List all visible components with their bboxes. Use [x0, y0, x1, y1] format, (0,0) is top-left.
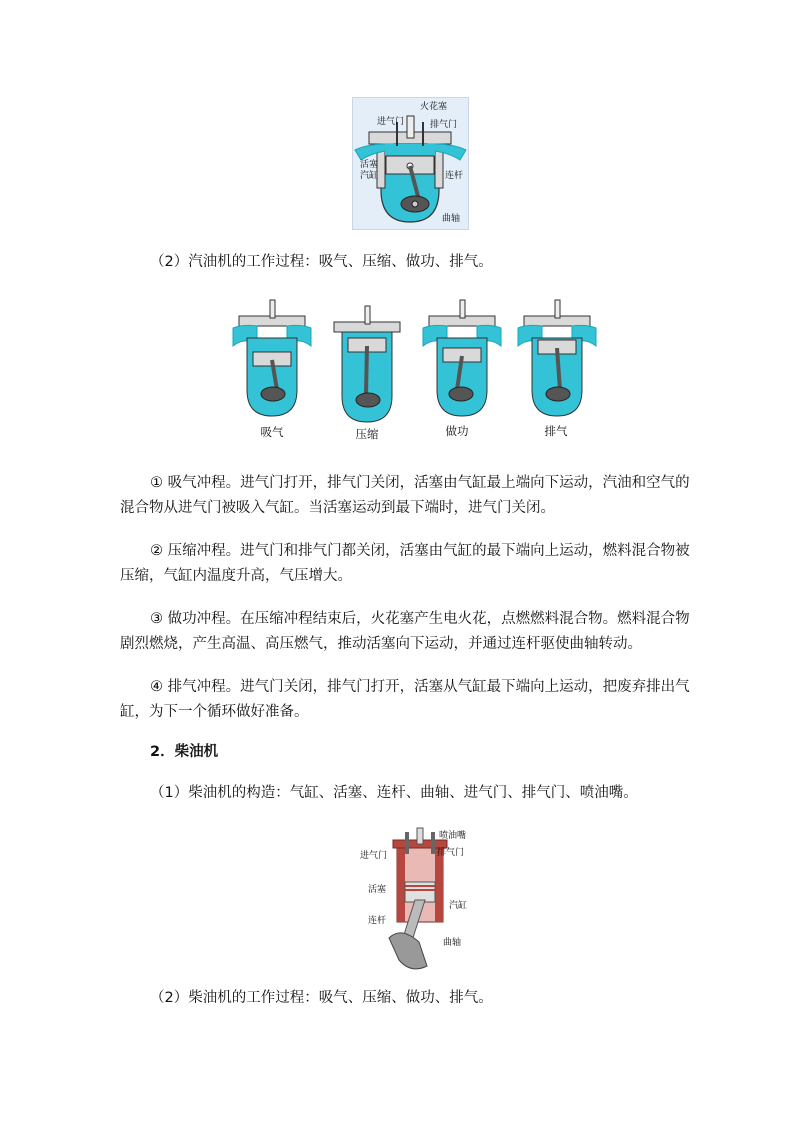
label-piston: 活塞 [360, 160, 379, 170]
diesel-intake-valve [405, 832, 409, 854]
stroke-power-diagram [423, 298, 501, 420]
caption-intake: 吸气 [260, 425, 284, 439]
gasoline-process-text: （2）汽油机的工作过程：吸气、压缩、做功、排气。 [150, 254, 493, 270]
combustion-chamber [385, 144, 435, 156]
paragraph-power-line2: 剧烈燃烧，产生高温、高压燃气，推动活塞向下运动，并通过连杆驱使曲轴转动。 [120, 636, 642, 652]
paragraph-exhaust-line2: 缸，为下一个循环做好准备。 [120, 704, 309, 720]
diesel-process-text: （2）柴油机的工作过程：吸气、压缩、做功、排气。 [150, 990, 493, 1006]
stroke-compression-diagram [328, 304, 406, 426]
label-cylinder: 汽缸 [360, 171, 379, 181]
label-connecting-rod: 连杆 [445, 171, 464, 181]
diesel-exhaust-valve [431, 832, 435, 854]
paragraph-exhaust-line1: ④ 排气冲程。进气门关闭，排气门打开，活塞从气缸最下端向上运动，把废弃排出气 [150, 679, 690, 695]
label-diesel-piston: 活塞 [368, 885, 387, 895]
label-diesel-exhaust-valve: 排气门 [437, 848, 465, 858]
paragraph-compression-line2: 压缩，气缸内温度升高，气压增大。 [120, 568, 352, 584]
paragraph-intake-line1: ① 吸气冲程。进气门打开，排气门关闭，活塞由气缸最上端向下运动，汽油和空气的 [150, 475, 690, 491]
diesel-engine-figure [355, 826, 490, 976]
gasoline-engine-figure [352, 97, 469, 230]
diesel-injector [417, 828, 423, 844]
caption-exhaust: 排气 [544, 424, 568, 438]
paragraph-power-line1: ③ 做功冲程。在压缩冲程结束后，火花塞产生电火花，点燃燃料混合物。燃料混合物 [150, 611, 690, 627]
label-injector: 喷油嘴 [439, 831, 467, 841]
strokes-row [228, 298, 608, 443]
label-diesel-connecting-rod: 连杆 [368, 916, 387, 926]
label-intake-valve: 进气门 [377, 117, 405, 127]
label-exhaust-valve: 排气门 [430, 120, 458, 130]
stroke-exhaust-diagram [518, 298, 596, 420]
section-heading-diesel: 2．柴油机 [150, 744, 219, 760]
diesel-structure-text: （1）柴油机的构造：气缸、活塞、连杆、曲轴、进气门、排气门、喷油嘴。 [150, 785, 638, 801]
label-diesel-crankshaft: 曲轴 [443, 938, 462, 948]
label-diesel-cylinder: 汽缸 [449, 901, 468, 911]
crankshaft-center [412, 201, 418, 207]
label-spark-plug: 火花塞 [420, 102, 448, 112]
diesel-engine-diagram [355, 826, 490, 976]
spark-plug [407, 116, 414, 138]
paragraph-compression-line1: ② 压缩冲程。进气门和排气门都关闭，活塞由气缸的最下端向上运动，燃料混合物被 [150, 543, 690, 559]
label-diesel-intake-valve: 进气门 [360, 851, 388, 861]
stroke-intake-diagram [233, 298, 311, 420]
diesel-crankshaft [389, 933, 427, 969]
caption-power: 做功 [445, 424, 469, 438]
label-crankshaft: 曲轴 [442, 214, 461, 224]
caption-compression: 压缩 [355, 427, 379, 441]
paragraph-intake-line2: 混合物从进气门被吸入气缸。当活塞运动到最下端时，进气门关闭。 [120, 500, 555, 516]
